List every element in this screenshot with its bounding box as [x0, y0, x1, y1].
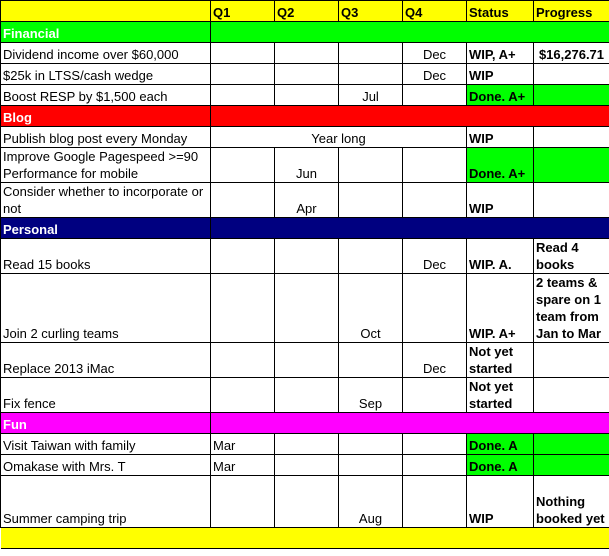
q1-cell[interactable]: [211, 64, 275, 85]
goal-cell[interactable]: Dividend income over $60,000: [1, 43, 211, 64]
q1-cell[interactable]: [211, 476, 275, 528]
q1-cell[interactable]: [211, 274, 275, 343]
status-cell[interactable]: Not yet started: [467, 378, 534, 413]
status-cell[interactable]: WIP: [467, 476, 534, 528]
progress-cell[interactable]: Nothing booked yet: [534, 476, 609, 528]
q3-cell[interactable]: [339, 43, 403, 64]
q3-cell[interactable]: [339, 148, 403, 183]
q3-cell[interactable]: [339, 455, 403, 476]
table-row: [1, 239, 609, 274]
goal-cell[interactable]: Boost RESP by $1,500 each: [1, 85, 211, 106]
table-row: [1, 64, 609, 85]
goal-cell[interactable]: Read 15 books: [1, 239, 211, 274]
section-label-fun[interactable]: Fun: [1, 413, 211, 434]
goal-cell[interactable]: $25k in LTSS/cash wedge: [1, 64, 211, 85]
q3-cell[interactable]: Sep: [339, 378, 403, 413]
section-band-fun: [211, 413, 609, 434]
table-row: [1, 148, 609, 183]
q2-cell[interactable]: [275, 274, 339, 343]
q2-cell[interactable]: [275, 378, 339, 413]
header-q3[interactable]: Q3: [339, 1, 403, 22]
table-row: [1, 127, 609, 148]
q1-cell[interactable]: Mar: [211, 434, 275, 455]
progress-cell[interactable]: [534, 183, 609, 218]
q2-cell[interactable]: Jun: [275, 148, 339, 183]
goal-cell[interactable]: Join 2 curling teams: [1, 274, 211, 343]
goal-cell[interactable]: Omakase with Mrs. T: [1, 455, 211, 476]
table-row: [1, 343, 609, 378]
section-label-personal[interactable]: Personal: [1, 218, 211, 239]
q3-cell[interactable]: Oct: [339, 274, 403, 343]
q3-cell[interactable]: Jul: [339, 85, 403, 106]
goal-cell[interactable]: Summer camping trip: [1, 476, 211, 528]
section-row-personal: [1, 218, 609, 239]
status-cell[interactable]: WIP. A.: [467, 239, 534, 274]
progress-cell[interactable]: [534, 148, 609, 183]
section-band-personal: [211, 218, 609, 239]
header-q2[interactable]: Q2: [275, 1, 339, 22]
q3-cell[interactable]: [339, 239, 403, 274]
section-band-blog: [211, 106, 609, 127]
progress-cell[interactable]: [534, 127, 609, 148]
q2-cell[interactable]: [275, 43, 339, 64]
header-progress[interactable]: Progress: [534, 1, 609, 22]
footer-band: [1, 528, 609, 549]
goal-cell[interactable]: Publish blog post every Monday: [1, 127, 211, 148]
q2-cell[interactable]: [275, 434, 339, 455]
table-row: [1, 43, 609, 64]
goal-cell[interactable]: Consider whether to incorporate or not: [1, 183, 211, 218]
q1-cell[interactable]: [211, 239, 275, 274]
section-label-financial[interactable]: Financial: [1, 22, 211, 43]
progress-cell[interactable]: [534, 85, 609, 106]
goal-cell[interactable]: Replace 2013 iMac: [1, 343, 211, 378]
q4-cell[interactable]: [403, 274, 467, 343]
status-cell[interactable]: Done. A: [467, 434, 534, 455]
q4-cell[interactable]: Dec: [403, 239, 467, 274]
q3-cell[interactable]: [339, 343, 403, 378]
q2-cell[interactable]: [275, 455, 339, 476]
q4-cell[interactable]: [403, 85, 467, 106]
q2-cell[interactable]: [275, 85, 339, 106]
q1-cell[interactable]: [211, 183, 275, 218]
q1-cell[interactable]: [211, 85, 275, 106]
progress-cell[interactable]: $16,276.71: [534, 43, 609, 64]
progress-cell[interactable]: [534, 455, 609, 476]
q2-cell[interactable]: [275, 239, 339, 274]
footer-row: [1, 528, 609, 549]
table-row: [1, 274, 609, 343]
table-row: [1, 85, 609, 106]
status-cell[interactable]: WIP. A+: [467, 274, 534, 343]
progress-cell[interactable]: [534, 434, 609, 455]
status-cell[interactable]: Done. A: [467, 455, 534, 476]
progress-cell[interactable]: [534, 378, 609, 413]
year-long-cell[interactable]: Year long: [211, 127, 467, 148]
section-row-blog: [1, 106, 609, 127]
status-cell[interactable]: WIP: [467, 127, 534, 148]
q3-cell[interactable]: [339, 64, 403, 85]
progress-cell[interactable]: [534, 64, 609, 85]
progress-cell[interactable]: [534, 343, 609, 378]
q1-cell[interactable]: [211, 148, 275, 183]
section-row-fun: [1, 413, 609, 434]
q4-cell[interactable]: [403, 434, 467, 455]
status-cell[interactable]: WIP, A+: [467, 43, 534, 64]
header-row: [1, 1, 609, 22]
q4-cell[interactable]: [403, 183, 467, 218]
q3-cell[interactable]: [339, 434, 403, 455]
goal-cell[interactable]: Fix fence: [1, 378, 211, 413]
table-row: [1, 378, 609, 413]
status-cell[interactable]: Not yet started: [467, 343, 534, 378]
section-row-financial: [1, 22, 609, 43]
q4-cell[interactable]: [403, 476, 467, 528]
table-row: [1, 455, 609, 476]
q4-cell[interactable]: Dec: [403, 64, 467, 85]
table-row: [1, 434, 609, 455]
header-goal[interactable]: [1, 1, 211, 22]
q1-cell[interactable]: [211, 343, 275, 378]
header-q4[interactable]: Q4: [403, 1, 467, 22]
goal-cell[interactable]: Improve Google Pagespeed >=90 Performance for mobile: [1, 148, 211, 183]
table-row: [1, 183, 609, 218]
section-band-financial: [211, 22, 609, 43]
q4-cell[interactable]: [403, 378, 467, 413]
q4-cell[interactable]: [403, 455, 467, 476]
q1-cell[interactable]: [211, 378, 275, 413]
status-cell[interactable]: Done. A+: [467, 85, 534, 106]
q1-cell[interactable]: Mar: [211, 455, 275, 476]
q2-cell[interactable]: [275, 476, 339, 528]
goal-cell[interactable]: Visit Taiwan with family: [1, 434, 211, 455]
q4-cell[interactable]: Dec: [403, 43, 467, 64]
q2-cell[interactable]: [275, 343, 339, 378]
q3-cell[interactable]: Aug: [339, 476, 403, 528]
q4-cell[interactable]: Dec: [403, 343, 467, 378]
progress-cell[interactable]: 2 teams & spare on 1 team from Jan to Mar: [534, 274, 609, 343]
q4-cell[interactable]: [403, 148, 467, 183]
header-status[interactable]: Status: [467, 1, 534, 22]
q3-cell[interactable]: [339, 183, 403, 218]
header-q1[interactable]: Q1: [211, 1, 275, 22]
q2-cell[interactable]: [275, 64, 339, 85]
table-row: [1, 476, 609, 528]
section-label-blog[interactable]: Blog: [1, 106, 211, 127]
status-cell[interactable]: WIP: [467, 64, 534, 85]
q2-cell[interactable]: Apr: [275, 183, 339, 218]
q1-cell[interactable]: [211, 43, 275, 64]
status-cell[interactable]: Done. A+: [467, 148, 534, 183]
status-cell[interactable]: WIP: [467, 183, 534, 218]
progress-cell[interactable]: Read 4 books: [534, 239, 609, 274]
